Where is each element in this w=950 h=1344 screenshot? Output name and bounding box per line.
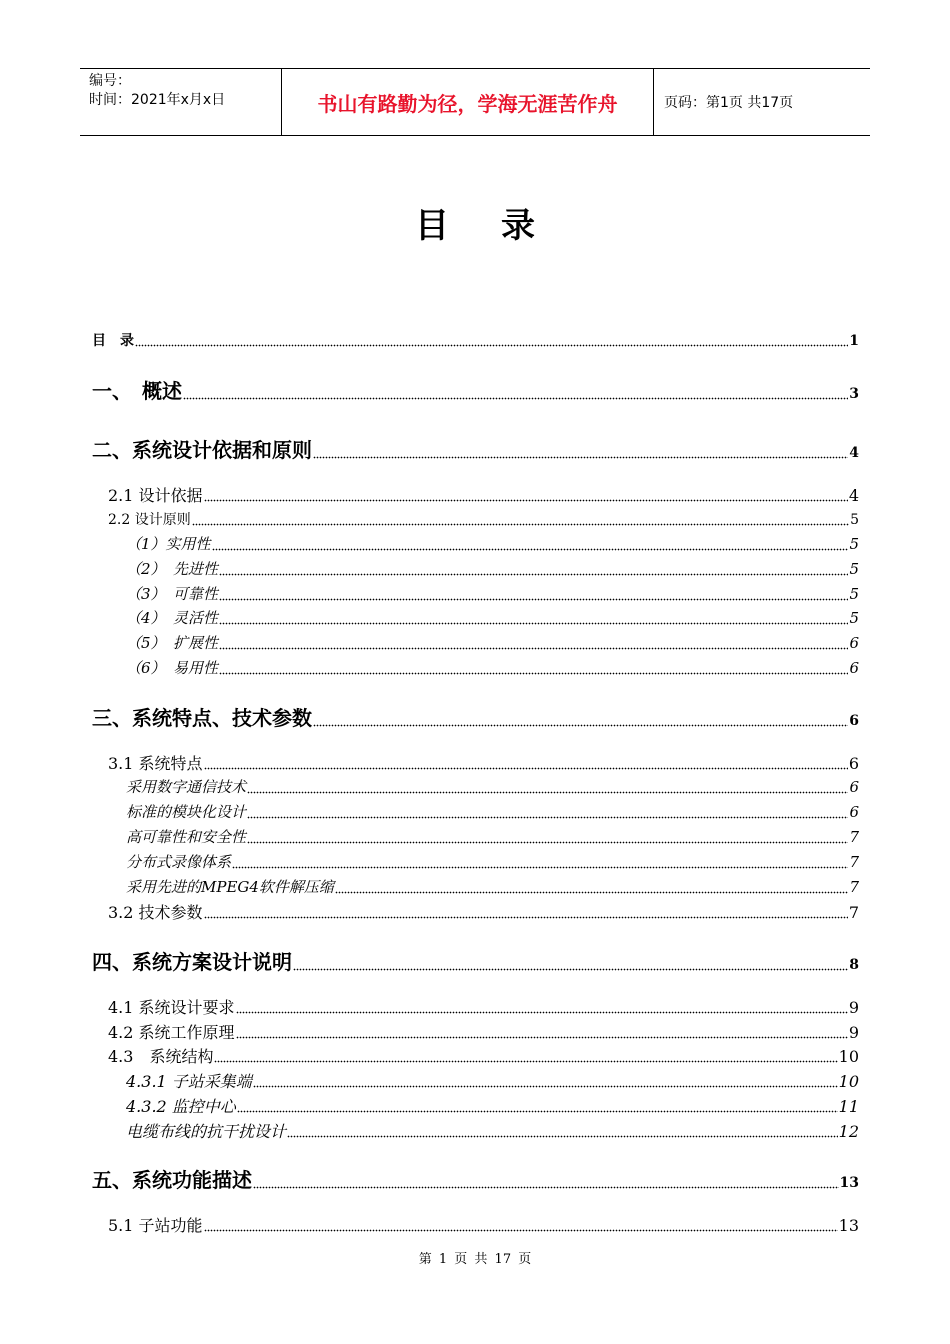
toc-entry[interactable] — [126, 1119, 859, 1142]
toc-leader-dots — [183, 382, 848, 400]
toc-leader-dots — [204, 905, 848, 919]
toc-leader-dots — [219, 587, 848, 601]
document-time-label: 时间：2021年x月x日 — [89, 92, 226, 108]
toc-entry-page: 6 — [849, 659, 859, 677]
toc-entry-page: 7 — [849, 828, 859, 846]
toc-entry-label: （6） 易用性 — [126, 659, 219, 677]
toc-leader-dots — [219, 611, 848, 625]
toc-entry-label: 3.1 系统特点 — [108, 754, 203, 773]
toc-entry-page: 3 — [849, 386, 859, 402]
toc-leader-dots — [313, 441, 848, 459]
toc-leader-dots — [237, 1099, 838, 1113]
toc-leader-dots — [204, 756, 848, 770]
toc-entry[interactable] — [108, 509, 859, 529]
title-char-right: 录 — [501, 206, 535, 246]
toc-leader-dots — [247, 830, 848, 844]
toc-entry[interactable] — [126, 801, 859, 822]
toc-entry[interactable] — [126, 776, 859, 797]
toc-entry-page: 9 — [848, 1023, 859, 1042]
toc-entry[interactable] — [92, 375, 859, 404]
toc-leader-dots — [293, 953, 848, 971]
toc-entry-page: 5 — [849, 585, 859, 603]
toc-entry-page: 6 — [849, 803, 859, 821]
toc-entry-label: （5） 扩展性 — [126, 634, 219, 652]
page-footer: 第 1 页 共 17 页 — [418, 1252, 532, 1267]
toc-entry-label: 标准的模块化设计 — [126, 803, 247, 821]
toc-entry[interactable] — [108, 900, 859, 923]
toc-entry[interactable] — [126, 851, 859, 872]
toc-entry[interactable] — [92, 434, 859, 463]
toc-entry-page: 8 — [849, 957, 859, 973]
toc-entry-label: 分布式录像体系 — [126, 853, 232, 871]
header-page-label: 页码：第1页 共17页 — [664, 95, 794, 111]
toc-entry-page: 1 — [849, 333, 859, 349]
toc-leader-dots — [192, 513, 849, 526]
toc-entry[interactable] — [126, 826, 859, 847]
toc-entry-page: 6 — [849, 634, 859, 652]
toc-leader-dots — [253, 1074, 838, 1088]
toc-entry-page: 4 — [848, 486, 859, 505]
toc-entry-page: 7 — [848, 903, 859, 922]
toc-leader-dots — [287, 1124, 838, 1138]
toc-entry-page: 13 — [839, 1175, 859, 1191]
toc-entry-page: 10 — [838, 1047, 859, 1066]
toc-leader-dots — [214, 1049, 837, 1063]
document-number-label: 编号： — [89, 73, 131, 89]
toc-entry-label: 五、系统功能描述 — [92, 1168, 252, 1192]
toc-entry-label: 4.2 系统工作原理 — [108, 1023, 235, 1042]
toc-leader-dots — [335, 880, 849, 894]
toc-entry-page: 11 — [838, 1097, 859, 1116]
toc-entry-label: （1）实用性 — [126, 535, 211, 553]
toc-entry-page: 4 — [849, 445, 859, 461]
toc-entry-label: 目 录 — [92, 333, 134, 349]
toc-entry-page: 7 — [849, 878, 859, 896]
toc-entry[interactable] — [92, 946, 859, 975]
toc-entry-page: 5 — [849, 535, 859, 553]
toc-entry-label: 三、系统特点、技术参数 — [92, 706, 312, 730]
toc-entry[interactable] — [108, 751, 859, 774]
toc-entry[interactable] — [108, 1020, 859, 1043]
toc-entry-label: 4.3.1 子站采集端 — [126, 1072, 252, 1091]
toc-entry[interactable] — [126, 558, 859, 579]
toc-entry-label: 5.1 子站功能 — [108, 1216, 203, 1235]
toc-leader-dots — [212, 537, 849, 551]
toc-entry[interactable] — [108, 1213, 859, 1236]
toc-entry-label: 3.2 技术参数 — [108, 903, 203, 922]
toc-entry[interactable] — [126, 533, 859, 554]
toc-entry-label: 2.1 设计依据 — [108, 486, 203, 505]
toc-entry-label: （3） 可靠性 — [126, 585, 219, 603]
toc-entry-label: 采用数字通信技术 — [126, 778, 247, 796]
toc-leader-dots — [236, 1000, 848, 1014]
toc-entry[interactable] — [108, 1044, 859, 1067]
toc-leader-dots — [247, 805, 848, 819]
toc-leader-dots — [219, 636, 848, 650]
toc-entry-page: 5 — [849, 609, 859, 627]
toc-entry[interactable] — [126, 583, 859, 604]
toc-leader-dots — [253, 1171, 839, 1189]
toc-entry[interactable] — [126, 1094, 859, 1117]
toc-entry-page: 6 — [848, 754, 859, 773]
toc-entry-label: 高可靠性和安全性 — [126, 828, 247, 846]
toc-leader-dots — [236, 1025, 848, 1039]
toc-entry[interactable] — [126, 1069, 859, 1092]
header-motto: 书山有路勤为径，学海无涯苦作舟 — [281, 69, 654, 135]
toc-entry-label: 4.3.2 监控中心 — [126, 1097, 236, 1116]
toc-entry-page: 7 — [849, 853, 859, 871]
toc-entry-page: 5 — [849, 560, 859, 578]
toc-entry-label: 采用先进的MPEG4软件解压缩 — [126, 878, 334, 896]
toc-entry-page: 5 — [850, 512, 859, 528]
title-char-left: 目 — [415, 206, 449, 246]
toc-entry-page: 9 — [848, 998, 859, 1017]
toc-entry-label: 一、 概述 — [92, 379, 182, 403]
toc-leader-dots — [247, 780, 848, 794]
toc-entry-label: 电缆布线的抗干扰设计 — [126, 1122, 287, 1141]
toc-entry[interactable] — [92, 702, 859, 731]
toc-leader-dots — [232, 855, 848, 869]
toc-entry-page: 6 — [849, 778, 859, 796]
toc-entry-label: 4.3 系统结构 — [108, 1047, 214, 1066]
toc-leader-dots — [135, 334, 848, 347]
toc-entry-label: 四、系统方案设计说明 — [92, 950, 292, 974]
toc-entry-label: （2） 先进性 — [126, 560, 219, 578]
toc-entry[interactable] — [108, 995, 859, 1018]
toc-leader-dots — [219, 562, 848, 576]
toc-entry[interactable] — [92, 1164, 859, 1193]
toc-entry-page: 6 — [849, 713, 859, 729]
toc-entry-label: （4） 灵活性 — [126, 609, 219, 627]
toc-leader-dots — [313, 709, 848, 727]
toc-entry-label: 2.2 设计原则 — [108, 512, 191, 528]
toc-entry-label: 4.1 系统设计要求 — [108, 998, 235, 1017]
toc-entry-page: 13 — [838, 1216, 859, 1235]
toc-entry[interactable] — [92, 330, 859, 350]
toc-entry[interactable] — [126, 632, 859, 653]
toc-entry[interactable] — [126, 607, 859, 628]
toc-leader-dots — [204, 488, 848, 502]
toc-entry-page: 10 — [838, 1072, 859, 1091]
toc-leader-dots — [219, 661, 848, 675]
toc-entry[interactable] — [126, 876, 859, 897]
toc-entry[interactable] — [108, 483, 859, 506]
toc-entry-page: 12 — [838, 1122, 859, 1141]
toc-entry[interactable] — [126, 657, 859, 678]
toc-leader-dots — [204, 1218, 838, 1232]
toc-entry-label: 二、系统设计依据和原则 — [92, 438, 312, 462]
